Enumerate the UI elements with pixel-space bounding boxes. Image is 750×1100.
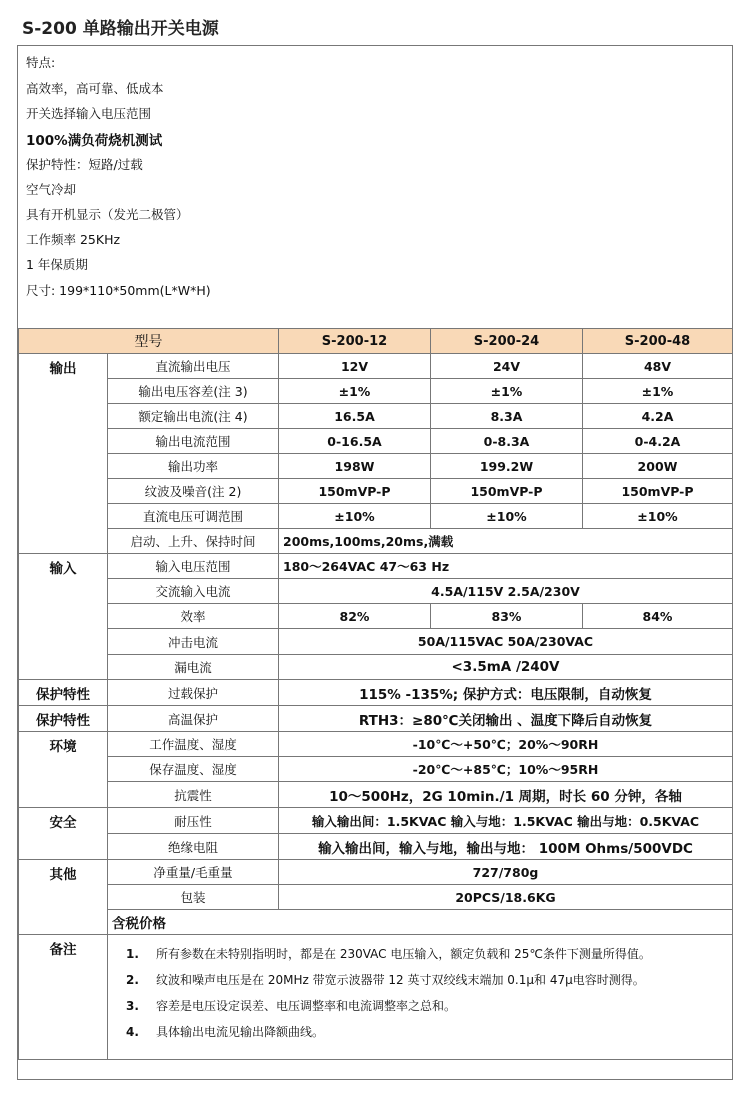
cell-value: 150mVP-P bbox=[431, 479, 583, 504]
table-row bbox=[19, 655, 733, 680]
table-row bbox=[19, 579, 733, 604]
row-label: 额定输出电流(注 4) bbox=[108, 404, 279, 429]
cell-value: 84% bbox=[583, 604, 733, 629]
cell-value: 0-8.3A bbox=[431, 429, 583, 454]
cell-value: 198W bbox=[279, 454, 431, 479]
section-notes: 备注 bbox=[19, 935, 108, 1060]
section-protection: 保护特性 bbox=[19, 680, 108, 706]
row-label: 包装 bbox=[108, 885, 279, 910]
model-name: S-200-48 bbox=[583, 329, 733, 354]
cell-value: ±1% bbox=[431, 379, 583, 404]
cell-value: 12V bbox=[279, 354, 431, 379]
cell-value: ±10% bbox=[279, 504, 431, 529]
table-row bbox=[19, 429, 733, 454]
feature-item: 工作频率 25KHz bbox=[26, 232, 121, 247]
page-title: S-200 单路输出开关电源 bbox=[22, 19, 219, 39]
table-row bbox=[19, 680, 733, 706]
row-label: 高温保护 bbox=[108, 706, 279, 732]
model-name: S-200-24 bbox=[431, 329, 583, 354]
table-row bbox=[19, 404, 733, 429]
feature-item: 100%满负荷烧机测试 bbox=[26, 133, 163, 149]
cell-value: 180～264VAC 47～63 Hz bbox=[279, 554, 733, 579]
cell-value: ±1% bbox=[279, 379, 431, 404]
cell-value: 输入输出间，输入与地，输出与地： 100M Ohms/500VDC bbox=[279, 834, 733, 860]
model-name: S-200-12 bbox=[279, 329, 431, 354]
table-row bbox=[19, 910, 733, 935]
table-row bbox=[19, 479, 733, 504]
section-other: 其他 bbox=[19, 860, 108, 935]
cell-value: 4.2A bbox=[583, 404, 733, 429]
cell-value: 输入输出间：1.5KVAC 输入与地：1.5KVAC 输出与地：0.5KVAC bbox=[279, 808, 733, 834]
cell-value: ±10% bbox=[583, 504, 733, 529]
spec-table bbox=[18, 328, 733, 1060]
section-input: 输入 bbox=[19, 554, 108, 680]
note-item: 2. 纹波和噪声电压是在 20MHz 带宽示波器带 12 英寸双绞线末端加 0.1μ和 47μ电容时测得。 bbox=[126, 973, 645, 987]
row-label: 直流输出电压 bbox=[108, 354, 279, 379]
cell-value: <3.5mA /240V bbox=[279, 655, 733, 680]
cell-value: 48V bbox=[583, 354, 733, 379]
cell-value: 0-16.5A bbox=[279, 429, 431, 454]
row-label: 抗震性 bbox=[108, 782, 279, 808]
cell-value: -20℃～+85℃；10%～95RH bbox=[279, 757, 733, 782]
notes-row bbox=[19, 935, 733, 1060]
feature-item: 1 年保质期 bbox=[26, 257, 88, 272]
cell-value: 0-4.2A bbox=[583, 429, 733, 454]
model-header: 型号 bbox=[19, 329, 279, 354]
table-row bbox=[19, 706, 733, 732]
table-row bbox=[19, 732, 733, 757]
section-output: 输出 bbox=[19, 354, 108, 554]
cell-value: 50A/115VAC 50A/230VAC bbox=[279, 629, 733, 655]
cell-value: -10℃～+50℃；20%～90RH bbox=[279, 732, 733, 757]
tax-price-label: 含税价格 bbox=[108, 910, 733, 935]
table-row bbox=[19, 454, 733, 479]
features-block bbox=[18, 46, 732, 329]
cell-value: 83% bbox=[431, 604, 583, 629]
cell-value: 4.5A/115V 2.5A/230V bbox=[279, 579, 733, 604]
row-label: 输出电流范围 bbox=[108, 429, 279, 454]
cell-value: 115% -135%; 保护方式：电压限制，自动恢复 bbox=[279, 680, 733, 706]
feature-item: 保护特性：短路/过载 bbox=[26, 157, 143, 172]
cell-value: 727/780g bbox=[279, 860, 733, 885]
row-label: 输入电压范围 bbox=[108, 554, 279, 579]
notes-list bbox=[108, 935, 733, 1060]
table-row bbox=[19, 782, 733, 808]
row-label: 净重量/毛重量 bbox=[108, 860, 279, 885]
cell-value: 150mVP-P bbox=[279, 479, 431, 504]
row-label: 冲击电流 bbox=[108, 629, 279, 655]
table-row bbox=[19, 504, 733, 529]
table-row bbox=[19, 604, 733, 629]
table-row bbox=[19, 885, 733, 910]
row-label: 输出电压容差(注 3) bbox=[108, 379, 279, 404]
table-row bbox=[19, 529, 733, 554]
table-header-row bbox=[19, 329, 733, 354]
cell-value: RTH3：≥80℃关闭输出 、温度下降后自动恢复 bbox=[279, 706, 733, 732]
cell-value: 20PCS/18.6KG bbox=[279, 885, 733, 910]
row-label: 输出功率 bbox=[108, 454, 279, 479]
feature-item: 尺寸: 199*110*50mm(L*W*H) bbox=[26, 283, 211, 298]
feature-heading: 特点: bbox=[26, 55, 56, 70]
cell-value: ±1% bbox=[583, 379, 733, 404]
cell-value: 16.5A bbox=[279, 404, 431, 429]
row-label: 工作温度、湿度 bbox=[108, 732, 279, 757]
table-row bbox=[19, 629, 733, 655]
table-row bbox=[19, 554, 733, 579]
row-label: 绝缘电阻 bbox=[108, 834, 279, 860]
table-row bbox=[19, 860, 733, 885]
feature-item: 具有开机显示（发光二极管） bbox=[26, 207, 189, 222]
note-item: 1. 所有参数在未特别指明时，都是在 230VAC 电压输入，额定负载和 25℃条件下测量所得值。 bbox=[126, 947, 651, 961]
section-safety: 安全 bbox=[19, 808, 108, 860]
row-label: 耐压性 bbox=[108, 808, 279, 834]
cell-value: 82% bbox=[279, 604, 431, 629]
table-row bbox=[19, 354, 733, 379]
feature-item: 高效率，高可靠、低成本 bbox=[26, 81, 164, 96]
row-label: 直流电压可调范围 bbox=[108, 504, 279, 529]
section-protection: 保护特性 bbox=[19, 706, 108, 732]
row-label: 纹波及噪音(注 2) bbox=[108, 479, 279, 504]
cell-value: 8.3A bbox=[431, 404, 583, 429]
table-row bbox=[19, 757, 733, 782]
row-label: 效率 bbox=[108, 604, 279, 629]
row-label: 启动、上升、保持时间 bbox=[108, 529, 279, 554]
row-label: 保存温度、湿度 bbox=[108, 757, 279, 782]
cell-value: 24V bbox=[431, 354, 583, 379]
table-row bbox=[19, 379, 733, 404]
feature-item: 空气冷却 bbox=[26, 182, 77, 197]
row-label: 过载保护 bbox=[108, 680, 279, 706]
note-item: 3. 容差是电压设定误差、电压调整率和电流调整率之总和。 bbox=[126, 999, 457, 1013]
cell-value: 200ms,100ms,20ms,满载 bbox=[279, 529, 733, 554]
row-label: 交流输入电流 bbox=[108, 579, 279, 604]
cell-value: 10～500Hz，2G 10min./1 周期，时长 60 分钟，各轴 bbox=[279, 782, 733, 808]
cell-value: 200W bbox=[583, 454, 733, 479]
spec-sheet bbox=[17, 45, 733, 1080]
note-item: 4. 具体输出电流见输出降额曲线。 bbox=[126, 1025, 325, 1039]
feature-item: 开关选择输入电压范围 bbox=[26, 106, 152, 121]
cell-value: 150mVP-P bbox=[583, 479, 733, 504]
cell-value: ±10% bbox=[431, 504, 583, 529]
cell-value: 199.2W bbox=[431, 454, 583, 479]
table-row bbox=[19, 808, 733, 834]
table-row bbox=[19, 834, 733, 860]
section-environment: 环境 bbox=[19, 732, 108, 808]
row-label: 漏电流 bbox=[108, 655, 279, 680]
